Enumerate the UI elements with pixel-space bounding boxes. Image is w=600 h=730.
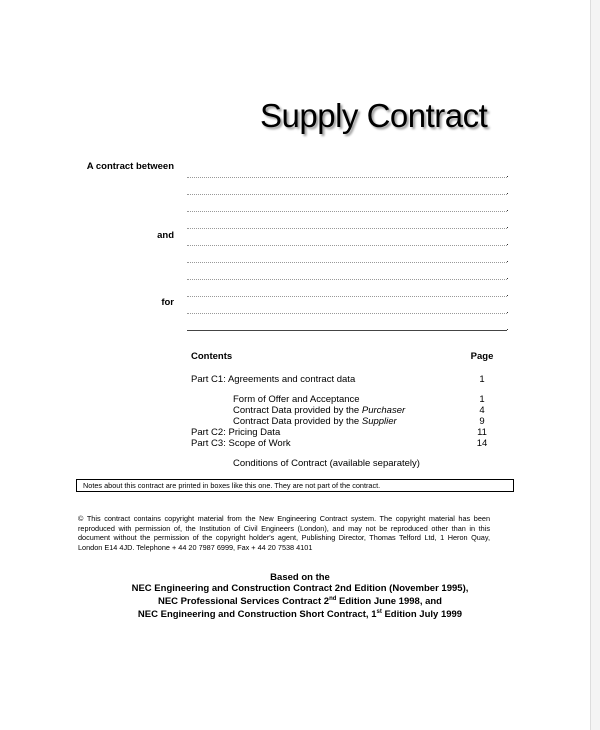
superscript: nd: [329, 596, 337, 602]
based-on-line: [0, 607, 600, 620]
toc-page: 9: [479, 416, 485, 427]
based-on-block: [0, 572, 600, 620]
blank-line[interactable]: [187, 194, 507, 195]
toc-item: [233, 416, 397, 427]
toc-item-text: Contract Data provided by the: [233, 416, 362, 427]
toc-item: Conditions of Contract (available separately): [233, 458, 420, 469]
toc-item: Part C2: Pricing Data: [191, 427, 281, 438]
toc-page: 1: [479, 394, 485, 405]
toc-item: [233, 405, 405, 416]
blank-line[interactable]: [187, 211, 507, 212]
toc-page: 1: [479, 374, 485, 385]
toc-item-emphasis: Supplier: [361, 416, 397, 427]
and-label: and: [157, 230, 174, 241]
contents-heading: Contents: [191, 351, 233, 362]
text: NEC Professional Services Contract 2: [157, 596, 330, 608]
toc-item: Part C3: Scope of Work: [191, 438, 291, 449]
blank-line[interactable]: [187, 313, 507, 314]
text: NEC Engineering and Construction Short Contract, 1: [137, 609, 377, 621]
blank-line[interactable]: [187, 228, 507, 229]
blank-line[interactable]: [187, 177, 507, 178]
superscript: st: [376, 609, 382, 616]
blank-line[interactable]: [187, 330, 507, 331]
for-label: for: [161, 297, 174, 308]
based-on-line: NEC Engineering and Construction Contract 2nd Edition (November 1995),: [131, 583, 469, 594]
text: Edition July 1999: [381, 609, 463, 621]
based-on-heading: Based on the: [270, 572, 330, 583]
text: Edition June 1998, and: [336, 596, 442, 608]
toc-item-emphasis: Purchaser: [361, 405, 406, 416]
toc-page: 11: [477, 427, 487, 438]
blank-line[interactable]: [187, 279, 507, 280]
document-title: Supply Contract: [260, 97, 488, 134]
page-heading: Page: [470, 351, 494, 362]
toc-page: 14: [476, 438, 488, 449]
notes-box: Notes about this contract are printed in boxes like this one. They are not part of the contract.: [76, 479, 514, 492]
based-on-line: [0, 594, 600, 607]
blank-line[interactable]: [187, 245, 507, 246]
toc-item: Form of Offer and Acceptance: [233, 394, 360, 405]
copyright-notice: © This contract contains copyright material from the New Engineering Contract system. The copyright material has been reproduced with permission of, the Institution of Civil Engineers (London), and may not be reproduced other than in this document without the permission of the copyright holder's agent, Publishing Director, Thomas Telford Ltd, 1 Heron Quay, London E14 4JD. Telephone + 44 20 7987 6999, Fax + 44 20 7538 4101: [78, 514, 490, 552]
toc-page: 4: [479, 405, 485, 416]
toc-item: Part C1: Agreements and contract data: [191, 374, 356, 385]
blank-line[interactable]: [187, 296, 507, 297]
between-label: A contract between: [86, 161, 174, 172]
blank-line[interactable]: [187, 262, 507, 263]
toc-item-text: Contract Data provided by the: [233, 405, 362, 416]
